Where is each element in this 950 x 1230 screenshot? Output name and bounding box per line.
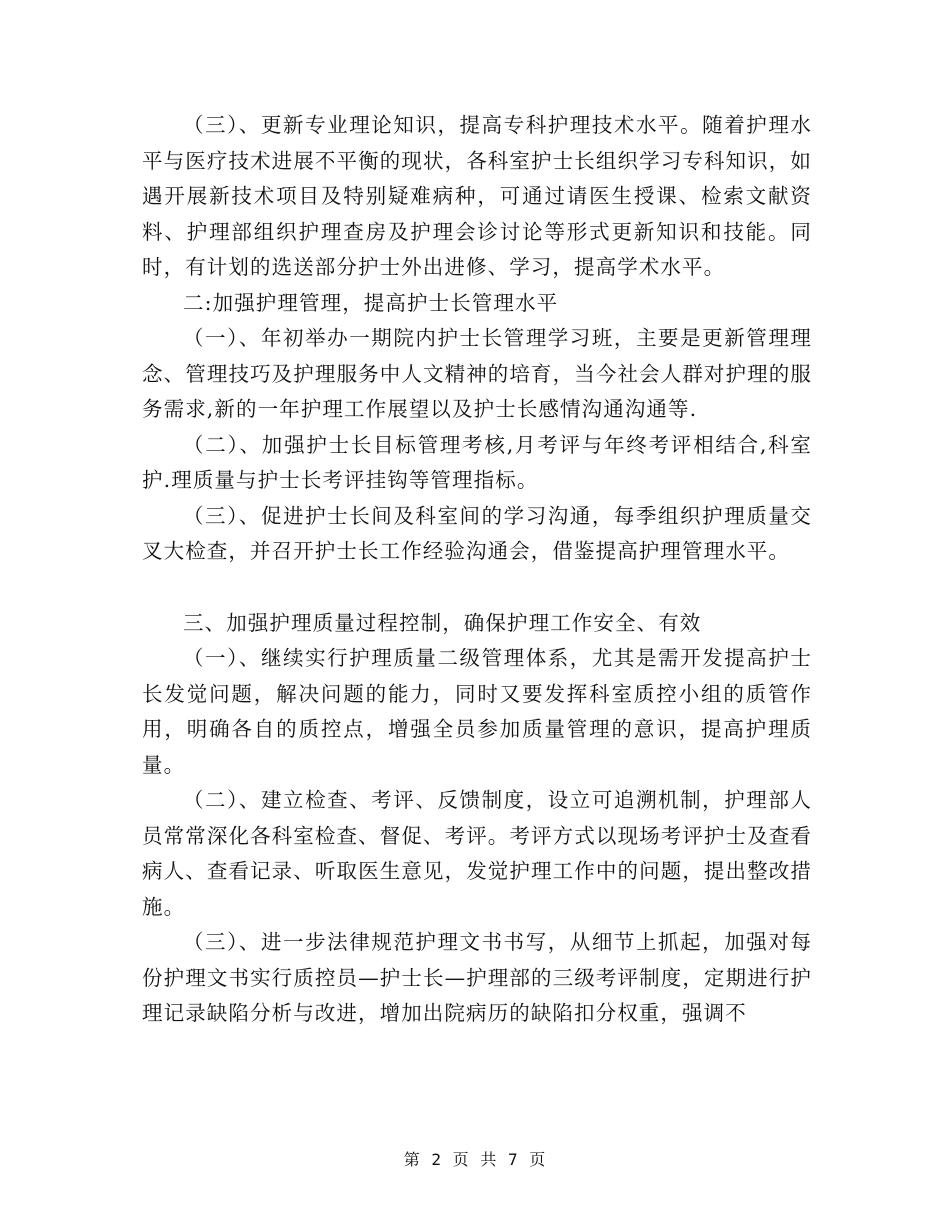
- paragraph-document-standards: （三）、进一步法律规范护理文书书写，从细节上抓起，加强对每份护理文书实行质控员—护士长—护理部的三级考评制度，定期进行护理记录缺陷分析与改进，增加出院病历的缺陷扣分权重，强调不: [142, 930, 812, 1025]
- page-number-footer: 第 2 页 共 7 页: [403, 1150, 547, 1169]
- section-spacer: [142, 570, 812, 606]
- paragraph-learning-exchange: （三）、促进护士长间及科室间的学习沟通，每季组织护理质量交叉大检查，并召开护士长工作经验沟通会，借鉴提高护理管理水平。: [142, 503, 812, 563]
- paragraph-nursing-knowledge-update: （三）、更新专业理论知识，提高专科护理技术水平。随着护理水平与医疗技术进展不平衡的现状，各科室护士长组织学习专科知识，如遇开展新技术项目及特别疑难病种，可通过请医生授课、检索文献资料、护理部组织护理查房及护理会诊讨论等形式更新知识和技能。同时，有计划的选送部分护士外出进修、学习，提高学术水平。: [142, 113, 812, 279]
- paragraph-two-level-management: （一）、继续实行护理质量二级管理体系，尤其是需开发提高护士长发觉问题，解决问题的能力，同时又要发挥科室质控小组的质管作用，明确各自的质控点，增强全员参加质量管理的意识，提高护理质量。: [142, 646, 812, 777]
- section-heading-quality-control: 三、加强护理质量过程控制，确保护理工作安全、有效: [183, 610, 702, 635]
- paragraph-target-assessment: （二）、加强护士长目标管理考核,月考评与年终考评相结合,科室护.理质量与护士长考评挂钩等管理指标。: [142, 432, 812, 492]
- paragraph-inspection-feedback: （二）、建立检查、考评、反馈制度，设立可追溯机制，护理部人员常常深化各科室检查、督促、考评。考评方式以现场考评护士及查看病人、查看记录、听取医生意见，发觉护理工作中的问题，提出整改措施。: [142, 788, 812, 919]
- document-body: [142, 108, 812, 1032]
- paragraph-head-nurse-training: （一）、年初举办一期院内护士长管理学习班，主要是更新管理理念、管理技巧及护理服务中人文精神的培育，当今社会人群对护理的服务需求,新的一年护理工作展望以及护士长感情沟通沟通等.: [142, 326, 812, 421]
- section-heading-management: 二:加强护理管理，提高护士长管理水平: [183, 290, 559, 315]
